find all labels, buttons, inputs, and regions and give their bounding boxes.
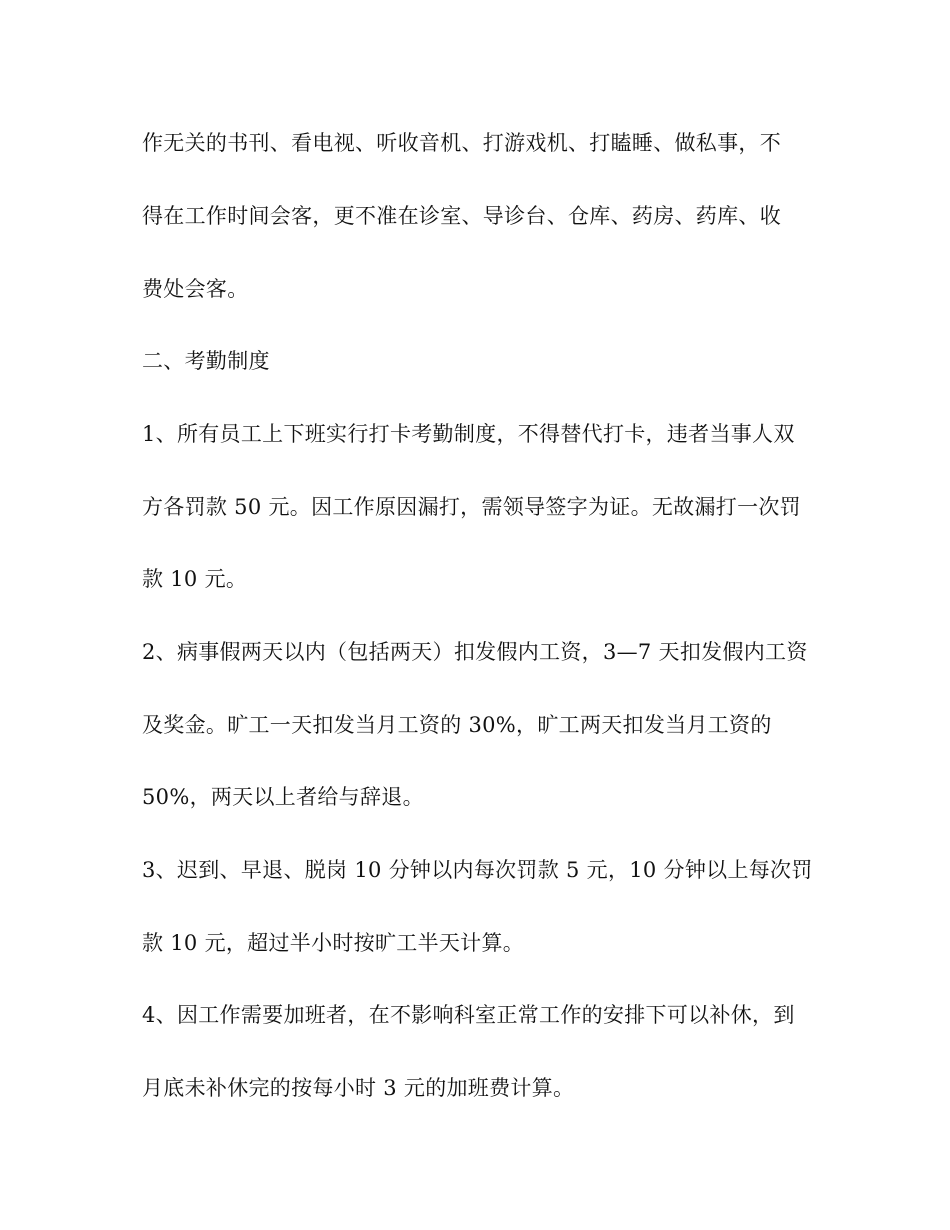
paragraph-line: 3、迟到、早退、脱岗 10 分钟以内每次罚款 5 元，10 分钟以上每次罚 xyxy=(142,858,813,882)
paragraph-line: 2、病事假两天以内（包括两天）扣发假内工资，3—7 天扣发假内工资 xyxy=(142,640,808,664)
paragraph-line: 1、所有员工上下班实行打卡考勤制度，不得替代打卡，违者当事人双 xyxy=(142,422,795,446)
paragraph-line: 50%，两天以上者给与辞退。 xyxy=(142,785,424,809)
section-heading: 二、考勤制度 xyxy=(142,349,270,373)
paragraph-line: 费处会客。 xyxy=(142,277,249,301)
paragraph-line: 作无关的书刊、看电视、听收音机、打游戏机、打瞌睡、做私事，不 xyxy=(142,131,781,155)
paragraph-line: 得在工作时间会客，更不准在诊室、导诊台、仓库、药房、药库、收 xyxy=(142,204,781,228)
paragraph-line: 月底未补休完的按每小时 3 元的加班费计算。 xyxy=(142,1076,575,1100)
paragraph-line: 4、因工作需要加班者，在不影响科室正常工作的安排下可以补休，到 xyxy=(142,1003,795,1027)
paragraph-line: 及奖金。旷工一天扣发当月工资的 30%，旷工两天扣发当月工资的 xyxy=(142,713,772,737)
paragraph-line: 款 10 元。 xyxy=(142,567,248,591)
paragraph-line: 款 10 元，超过半小时按旷工半天计算。 xyxy=(142,931,525,955)
paragraph-line: 方各罚款 50 元。因工作原因漏打，需领导签字为证。无故漏打一次罚 xyxy=(142,495,801,519)
